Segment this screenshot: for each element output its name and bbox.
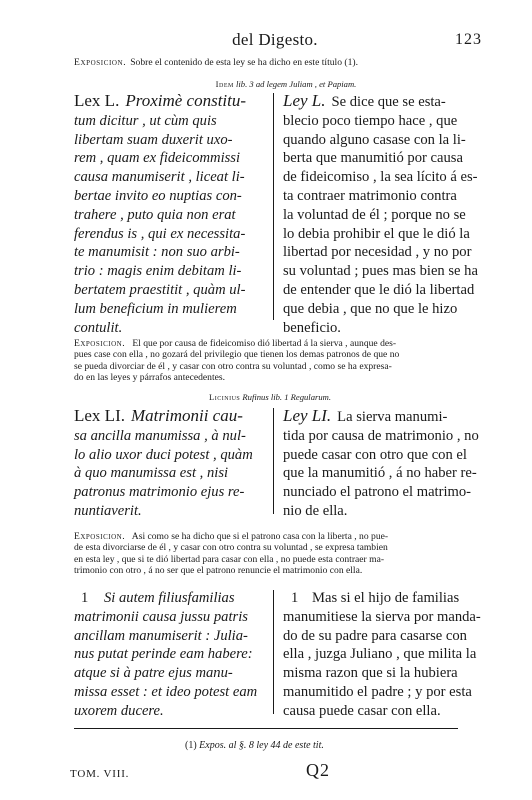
lex-number: Lex L. <box>74 91 120 110</box>
exposition-first-line <box>74 531 388 542</box>
latin-line: ancillam manumiserit : Julia- <box>74 627 248 644</box>
spanish-first-line <box>283 407 479 427</box>
latin-text-lex-51 <box>74 407 253 521</box>
spanish-line: manumitiese la sierva por manda- <box>283 608 481 625</box>
spanish-line: de entender que le dió la libertad <box>283 281 475 298</box>
spanish-line: causa puede casar con ella. <box>283 702 441 719</box>
column-divider <box>273 590 274 714</box>
latin-line: libertam suam duxerit uxo- <box>74 131 233 148</box>
spanish-line: quando alguno casase con la li- <box>283 131 466 148</box>
spanish-paragraph-1-continued <box>283 608 481 721</box>
latin-paragraph-1-continued <box>74 608 257 721</box>
latin-line: atque si à patre ejus manu- <box>74 665 233 682</box>
spanish-line: tida por causa de matrimonio , no <box>283 427 479 444</box>
column-divider <box>273 408 274 514</box>
exposition-label: Exposicion. <box>74 338 126 349</box>
exposition-51 <box>74 531 388 577</box>
running-title: del Digesto. <box>232 30 318 49</box>
signature-mark: Q2 <box>306 760 330 780</box>
spanish-line: la voluntad de él ; porque no se <box>283 206 466 223</box>
exposition-50 <box>74 338 399 384</box>
latin-line: contulit. <box>74 319 123 336</box>
ley-number: Ley LI. <box>283 406 332 425</box>
latin-line: bertae invito eo nuptias con- <box>74 187 242 204</box>
exposition-label: Exposicion. <box>74 531 126 542</box>
exposition-line: en esta ley , que si te dió libertad para casar con ella , no puede esta contraer ma- <box>74 553 385 565</box>
ley-number: Ley L. <box>283 91 326 110</box>
exposition-heading <box>74 57 358 68</box>
spanish-line: nio de ella. <box>283 502 348 519</box>
source-citation-51 <box>160 392 380 402</box>
spanish-line: blecio poco tiempo hace , que <box>283 112 458 129</box>
paragraph-number-spanish: 1 <box>291 590 299 606</box>
latin-line: matrimonii causa jussu patris <box>74 608 248 625</box>
spanish-text-ley-51 <box>283 407 479 521</box>
spanish-line: su voluntad ; pues mas bien se ha <box>283 263 478 280</box>
latin-line: causa manumiserit , liceat li- <box>74 169 245 186</box>
latin-line: rem , quam ex fideicommissi <box>74 150 241 167</box>
footnote-rule <box>74 728 458 729</box>
footnote-mark: (1) <box>185 740 197 751</box>
latin-line: lum beneficium in mulierem <box>74 300 237 317</box>
exposition-line: se pueda divorciar de él , y casar con otro contra su voluntad , como se ha expresa- <box>74 360 392 372</box>
latin-first-line <box>74 407 253 427</box>
spanish-line: berta que manumitió por causa <box>283 150 463 167</box>
exposition-line: do en las leyes y párrafos antecedentes. <box>74 372 226 384</box>
latin-line: à quo manumissa est , nisi <box>74 465 229 482</box>
exposition-first-text: Asi como se ha dicho que si el patrono casa con la liberta , no pue- <box>131 531 389 542</box>
spanish-line: misma razon que si la hubiera <box>283 665 458 682</box>
latin-line: Si autem filiusfamilias <box>104 590 235 606</box>
source-reference: lib. 3 ad legem Juliam , et Papiam. <box>236 79 357 89</box>
latin-paragraph-1 <box>104 589 235 608</box>
source-reference: Rufinus lib. 1 Regularum. <box>242 392 331 402</box>
latin-line: te manumisit : non suo arbi- <box>74 244 240 261</box>
spanish-line: lo debia prohibir el que le dió la <box>283 225 470 242</box>
spanish-line: que debia , que no que le hizo <box>283 300 458 317</box>
spanish-line: puede casar con otro que con el <box>283 446 467 463</box>
exposition-heading-label: Exposicion. <box>74 57 127 68</box>
latin-line: sa ancilla manumissa , à nul- <box>74 427 246 444</box>
latin-text-lex-50 <box>74 92 246 337</box>
spanish-lead-words: La sierva manumi- <box>337 409 448 425</box>
spanish-lead-words: Se dice que se esta- <box>331 94 446 110</box>
source-author: Idem <box>215 79 234 89</box>
exposition-first-line <box>74 338 399 349</box>
source-citation-50 <box>186 79 386 89</box>
page-number: 123 <box>455 31 482 48</box>
latin-first-line <box>74 92 246 112</box>
spanish-line: ta contraer matrimonio contra <box>283 187 457 204</box>
spanish-paragraph-1 <box>312 589 459 608</box>
spanish-line: que la manumitió , á no haber re- <box>283 465 477 482</box>
volume-marker: TOM. VIII. <box>70 768 130 780</box>
latin-line: trahere , puto quia non erat <box>74 206 236 223</box>
latin-line: nus putat perinde eam habere: <box>74 646 253 663</box>
spanish-text-ley-50 <box>283 92 478 337</box>
latin-line: missa esset : et ideo potest eam <box>74 683 258 700</box>
spanish-line: de fideicomiso , la sea lícito á es- <box>283 169 478 186</box>
lex-number: Lex LI. <box>74 406 125 425</box>
latin-line: bertatem praestitit , quàm ul- <box>74 281 246 298</box>
latin-line: patronus matrimonio ejus re- <box>74 484 245 501</box>
exposition-line: de esta divorciarse de él , y casar con otro contra su voluntad , se expresa tambien <box>74 542 388 554</box>
spanish-line: Mas si el hijo de familias <box>312 590 460 606</box>
latin-line: uxorem ducere. <box>74 702 164 719</box>
latin-lead-words: Matrimonii cau- <box>130 406 243 425</box>
spanish-line: nunciado el patrono el matrimo- <box>283 484 472 501</box>
latin-lead-words: Proximè constitu- <box>125 91 247 110</box>
spanish-line: ella , juzga Juliano , que milita la <box>283 646 477 663</box>
paragraph-number-latin: 1 <box>81 590 89 606</box>
exposition-heading-text: Sobre el contenido de esta ley se ha dicho en este título (1). <box>130 57 358 68</box>
latin-line: lo alio uxor duci potest , quàm <box>74 446 253 463</box>
exposition-first-text: El que por causa de fideicomiso dió libertad á la sierva , aunque des- <box>132 338 397 349</box>
column-divider <box>273 93 274 320</box>
spanish-line: manumitido el padre ; y por esta <box>283 683 472 700</box>
footnote-text: Expos. al §. 8 ley 44 de este tit. <box>199 740 324 751</box>
spanish-line: do de su padre para casarse con <box>283 627 467 644</box>
spanish-line: beneficio. <box>283 319 341 336</box>
source-author: Licinius <box>209 392 241 402</box>
footnote <box>185 740 324 751</box>
exposition-line: trimonio con otro , á no ser que el patrono renuncie el matrimonio con ella. <box>74 565 363 577</box>
spanish-first-line <box>283 92 478 112</box>
latin-line: nuntiaverit. <box>74 502 142 519</box>
latin-line: trio : magis enim debitam li- <box>74 263 242 280</box>
spanish-line: libertad por necesidad , y no por <box>283 244 472 261</box>
latin-line: tum dicitur , ut cùm quis <box>74 112 217 129</box>
latin-line: ferendus is , qui ex necessita- <box>74 225 246 242</box>
exposition-line: pues case con ella , no gozará del privilegio que tienen los demas patronos de que no <box>74 349 400 361</box>
